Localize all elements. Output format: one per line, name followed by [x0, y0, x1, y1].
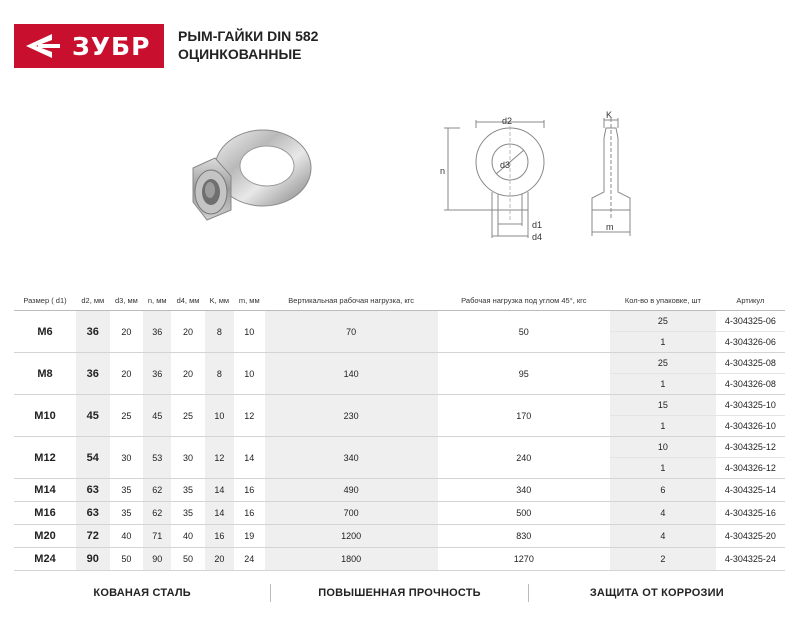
- cell-angle-load: 500: [438, 502, 610, 525]
- cell-article: 4-304326-08: [716, 374, 785, 395]
- cell-pack-qty: 10: [610, 437, 716, 458]
- cell-pack-qty: 25: [610, 353, 716, 374]
- cell-size: M6: [14, 311, 76, 353]
- feature-corrosion-protection: ЗАЩИТА ОТ КОРРОЗИИ: [589, 587, 724, 599]
- cell-pack-qty: 15: [610, 395, 716, 416]
- cell-vertical-load: 1800: [265, 548, 438, 571]
- cell-article: 4-304326-06: [716, 332, 785, 353]
- cell-n: 45: [143, 395, 171, 437]
- cell-m: 16: [234, 502, 265, 525]
- table-row: [14, 525, 785, 548]
- cell-k: 16: [205, 525, 234, 548]
- cell-vertical-load: 490: [265, 479, 438, 502]
- table-row: [14, 395, 785, 416]
- cell-d4: 30: [171, 437, 205, 479]
- label-k: K: [606, 110, 613, 120]
- cell-size: M8: [14, 353, 76, 395]
- cell-k: 12: [205, 437, 234, 479]
- cell-pack-qty: 6: [610, 479, 716, 502]
- cell-size: M10: [14, 395, 76, 437]
- cell-vertical-load: 700: [265, 502, 438, 525]
- label-d1: d1: [532, 220, 543, 230]
- features-bar: [14, 580, 785, 606]
- cell-article: 4-304325-12: [716, 437, 785, 458]
- cell-angle-load: 50: [438, 311, 610, 353]
- header-d4: d4, мм: [171, 290, 205, 311]
- cell-d4: 35: [171, 502, 205, 525]
- table-row: [14, 437, 785, 458]
- table-row: [14, 502, 785, 525]
- brand-name: ЗУБР: [72, 32, 151, 61]
- cell-size: M20: [14, 525, 76, 548]
- cell-n: 36: [143, 353, 171, 395]
- cell-d2: 54: [76, 437, 110, 479]
- cell-n: 53: [143, 437, 171, 479]
- label-m: m: [606, 222, 614, 232]
- cell-vertical-load: 1200: [265, 525, 438, 548]
- table-header-row: [14, 290, 785, 311]
- product-title-line2: ОЦИНКОВАННЫЕ: [178, 46, 302, 62]
- cell-d4: 20: [171, 311, 205, 353]
- cell-m: 24: [234, 548, 265, 571]
- cell-d4: 35: [171, 479, 205, 502]
- feature-high-strength: ПОВЫШЕННАЯ ПРОЧНОСТЬ: [318, 587, 481, 599]
- cell-k: 10: [205, 395, 234, 437]
- brand-logo: [14, 24, 164, 68]
- cell-d2: 63: [76, 502, 110, 525]
- header-size: Размер ( d1): [14, 290, 76, 311]
- cell-d4: 20: [171, 353, 205, 395]
- cell-pack-qty: 1: [610, 458, 716, 479]
- cell-m: 12: [234, 395, 265, 437]
- cell-angle-load: 830: [438, 525, 610, 548]
- cell-k: 14: [205, 502, 234, 525]
- cell-d3: 50: [110, 548, 144, 571]
- header-angle-load: Рабочая нагрузка под углом 45°, кгс: [438, 290, 610, 311]
- cell-k: 14: [205, 479, 234, 502]
- cell-vertical-load: 140: [265, 353, 438, 395]
- cell-d3: 20: [110, 311, 144, 353]
- cell-article: 4-304325-10: [716, 395, 785, 416]
- cell-article: 4-304325-24: [716, 548, 785, 571]
- table-row: [14, 353, 785, 374]
- cell-m: 10: [234, 353, 265, 395]
- cell-angle-load: 170: [438, 395, 610, 437]
- product-title-line1: РЫМ-ГАЙКИ DIN 582: [178, 28, 319, 44]
- cell-d4: 40: [171, 525, 205, 548]
- cell-vertical-load: 340: [265, 437, 438, 479]
- cell-d3: 20: [110, 353, 144, 395]
- label-d4: d4: [532, 232, 543, 242]
- cell-k: 20: [205, 548, 234, 571]
- cell-angle-load: 340: [438, 479, 610, 502]
- header-pack-qty: Кол-во в упаковке, шт: [610, 290, 716, 311]
- label-d3: d3: [500, 160, 511, 170]
- cell-article: 4-304325-08: [716, 353, 785, 374]
- table-row: [14, 479, 785, 502]
- cell-d2: 63: [76, 479, 110, 502]
- spec-table: [14, 290, 785, 571]
- header-article: Артикул: [716, 290, 785, 311]
- header-d2: d2, мм: [76, 290, 110, 311]
- cell-d3: 40: [110, 525, 144, 548]
- cell-d2: 36: [76, 353, 110, 395]
- label-d2: d2: [502, 116, 513, 126]
- cell-article: 4-304325-14: [716, 479, 785, 502]
- technical-drawing: [440, 110, 660, 255]
- cell-d2: 90: [76, 548, 110, 571]
- cell-vertical-load: 230: [265, 395, 438, 437]
- feature-forged-steel: КОВАНАЯ СТАЛЬ: [93, 587, 191, 599]
- cell-article: 4-304326-12: [716, 458, 785, 479]
- cell-d3: 30: [110, 437, 144, 479]
- cell-pack-qty: 1: [610, 416, 716, 437]
- table-row: [14, 548, 785, 571]
- cell-angle-load: 95: [438, 353, 610, 395]
- cell-k: 8: [205, 311, 234, 353]
- cell-d2: 45: [76, 395, 110, 437]
- header-vertical-load: Вертикальная рабочая нагрузка, кгс: [265, 290, 438, 311]
- product-title: [178, 27, 318, 63]
- cell-angle-load: 1270: [438, 548, 610, 571]
- cell-pack-qty: 4: [610, 525, 716, 548]
- cell-pack-qty: 25: [610, 311, 716, 332]
- cell-article: 4-304325-06: [716, 311, 785, 332]
- cell-angle-load: 240: [438, 437, 610, 479]
- cell-article: 4-304326-10: [716, 416, 785, 437]
- cell-pack-qty: 1: [610, 374, 716, 395]
- cell-d3: 35: [110, 479, 144, 502]
- cell-d2: 72: [76, 525, 110, 548]
- cell-m: 16: [234, 479, 265, 502]
- cell-n: 71: [143, 525, 171, 548]
- cell-article: 4-304325-16: [716, 502, 785, 525]
- cell-k: 8: [205, 353, 234, 395]
- cell-n: 62: [143, 479, 171, 502]
- cell-size: M14: [14, 479, 76, 502]
- header-d3: d3, мм: [110, 290, 144, 311]
- cell-vertical-load: 70: [265, 311, 438, 353]
- cell-d2: 36: [76, 311, 110, 353]
- cell-d3: 25: [110, 395, 144, 437]
- label-n: n: [440, 166, 446, 176]
- cell-pack-qty: 2: [610, 548, 716, 571]
- cell-pack-qty: 4: [610, 502, 716, 525]
- cell-n: 36: [143, 311, 171, 353]
- table-row: [14, 311, 785, 332]
- cell-n: 90: [143, 548, 171, 571]
- cell-m: 14: [234, 437, 265, 479]
- cell-d4: 50: [171, 548, 205, 571]
- cell-pack-qty: 1: [610, 332, 716, 353]
- cell-n: 62: [143, 502, 171, 525]
- cell-size: M12: [14, 437, 76, 479]
- cell-m: 19: [234, 525, 265, 548]
- product-photo: [185, 110, 325, 245]
- cell-d3: 35: [110, 502, 144, 525]
- cell-article: 4-304325-20: [716, 525, 785, 548]
- cell-size: M24: [14, 548, 76, 571]
- cell-size: M16: [14, 502, 76, 525]
- cell-d4: 25: [171, 395, 205, 437]
- header-k: K, мм: [205, 290, 234, 311]
- cell-m: 10: [234, 311, 265, 353]
- header-n: n, мм: [143, 290, 171, 311]
- header-m: m, мм: [234, 290, 265, 311]
